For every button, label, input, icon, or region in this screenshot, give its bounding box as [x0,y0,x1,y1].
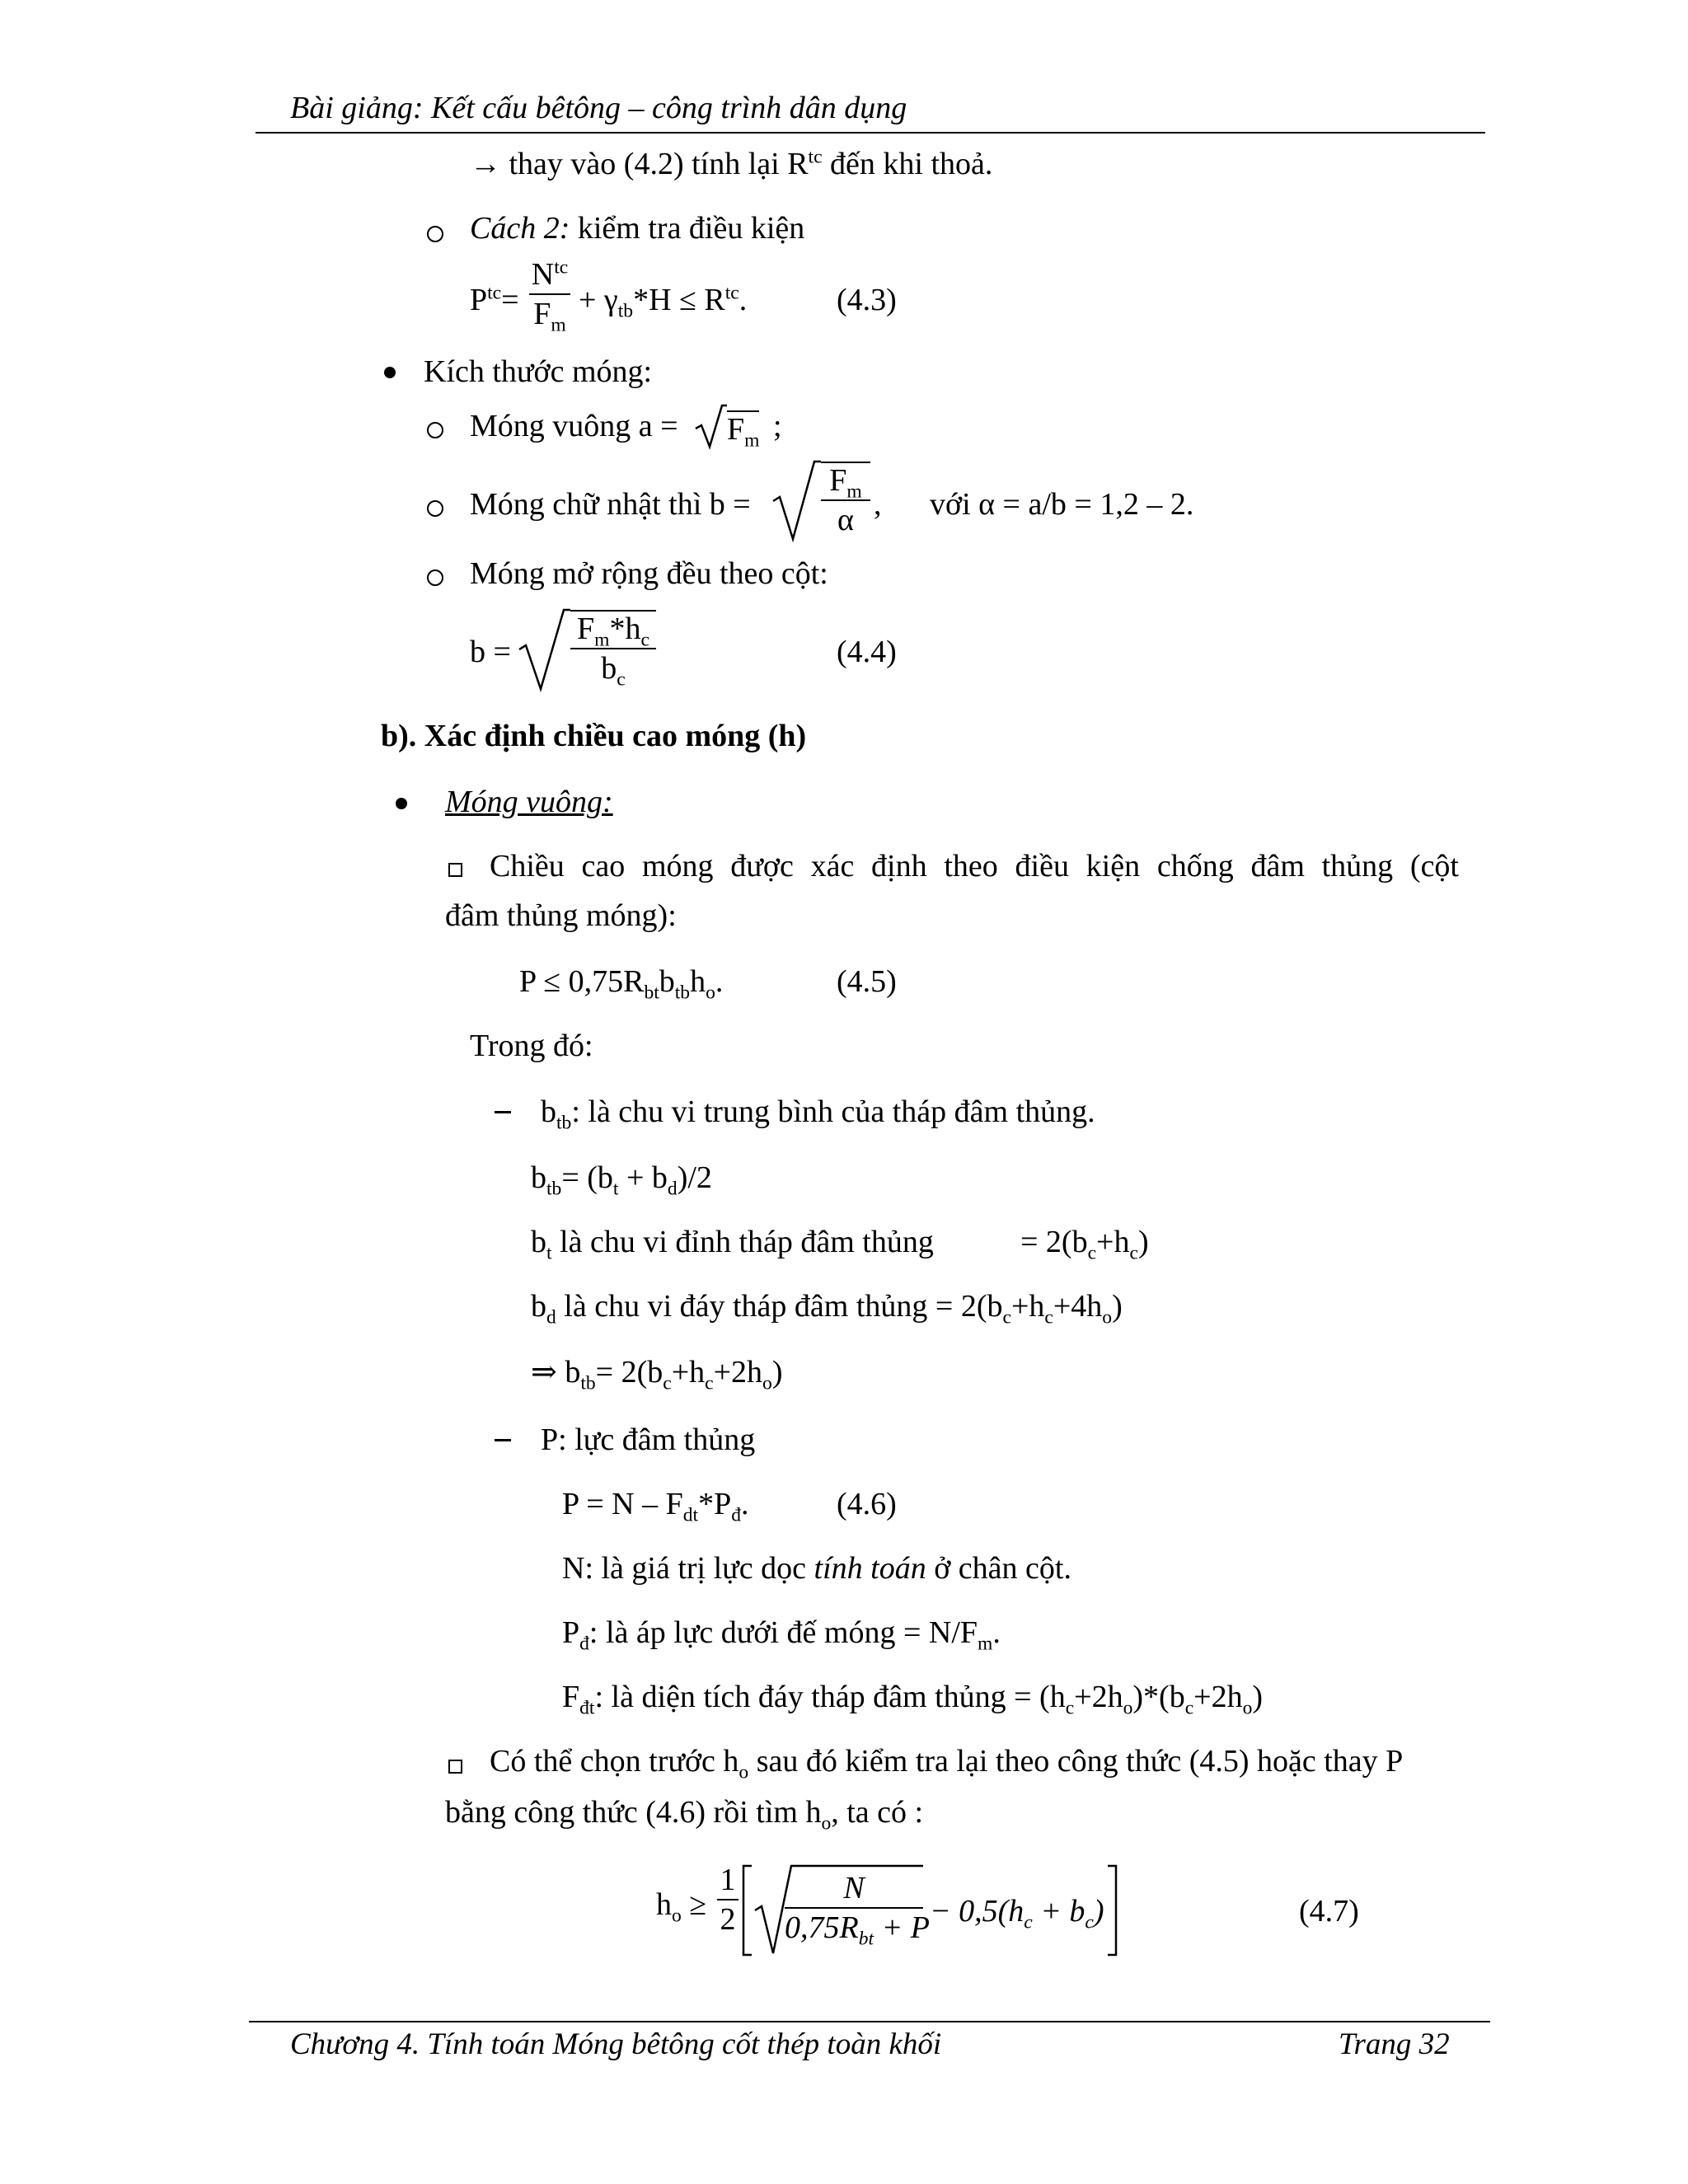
eq47-number: (4.7) [1299,1894,1359,1929]
implies-icon: ⇒ [531,1355,557,1390]
eq46: $P = N - F_{dt}*P_đ$. [562,1487,749,1526]
bullet-dot-icon [384,367,396,378]
footer-chapter: Chương 4. Tính toán Móng bêtông cốt thép toàn khối [290,2027,942,2061]
btb-definition: $b_{tb}$: là chu vi trung bình của tháp đâm thủng. [541,1094,1095,1134]
circle-bullet-icon [427,226,443,242]
eq45: $P \le 0,75R_{bt}b_{tb}h_o$. [519,964,724,1004]
n-definition: N: là giá trị lực dọc tính toán ở chân cột. [562,1551,1071,1586]
fdt-definition: $F_{đt}$: là diện tích đáy tháp đâm thủng = $(h_c+2h_o)*(b_c+2h_o)$ [562,1680,1264,1719]
paragraph-chon-truoc-line2: bằng công thức (4.6) rồi tìm $h_o$, ta có : [445,1795,924,1835]
p-definition: P: lực đâm thủng [541,1422,756,1457]
square-bullet-icon [448,1760,462,1774]
line-thay-vao: → thay vào (4.2) tính lại $R^{tc}$ đến khi thoả. [470,146,993,181]
sqrt-icon [694,404,727,450]
bd-definition: $b_d$ là chu vi đáy tháp đâm thủng = $2(b_c+h_c+4h_o)$ [531,1289,1123,1329]
footer-page-number: Trang 32 [1339,2027,1450,2061]
eq43-fraction: $N^{tc}$ $F_m$ [529,259,570,330]
trong-do: Trong đó: [470,1029,593,1063]
bt-equation: = $2(b_c+h_c)$ [1020,1225,1149,1264]
header-title: Bài giảng: Kết cấu bêtông – công trình dân dụng [290,91,907,125]
eq45-number: (4.5) [837,964,897,999]
eq44-fraction: $F_m*h_c$ $b_c$ [570,610,656,684]
bullet-dot-icon [396,798,407,809]
eq46-number: (4.6) [837,1487,897,1521]
chunhat-fraction: $F_m$ α [821,462,870,536]
eq47-lhs: $h_o$ ≥ [656,1887,707,1927]
eq47-half: 1 2 [717,1864,738,1935]
chunhat-comma: , [874,487,882,522]
pd-definition: $P_đ$: là áp lực dưới đế móng = $N/F_m$. [562,1615,1001,1655]
dash-bullet-icon [495,1111,511,1113]
eq43-number: (4.3) [837,283,897,317]
circle-bullet-icon [427,569,443,586]
mong-mo-rong-line: Móng mở rộng đều theo cột: [470,556,828,591]
footer-rule [249,2021,1490,2022]
dash-bullet-icon [495,1439,511,1441]
btb-equation: $b_{tb}= (b_t + b_d)/2$ [531,1160,712,1200]
section-b-heading: b). Xác định chiều cao móng (h) [381,719,807,753]
mong-chu-nhat-line: Móng chữ nhật thì b = [470,487,751,522]
paragraph-chieu-cao-line1: Chiều cao móng được xác định theo điều kiện chống đâm thủng (cột [490,849,1459,883]
vuong-radicand: $F_m$ [727,412,760,452]
circle-bullet-icon [427,422,443,438]
paragraph-chieu-cao-line2: đâm thủng móng): [445,898,677,933]
eq44-lhs: b = [470,635,511,669]
cach2-line: Cách 2: kiểm tra điều kiện [470,211,805,246]
square-bullet-icon [448,863,462,877]
header-rule [256,132,1485,134]
sqrt-icon [518,608,569,692]
circle-bullet-icon [427,500,443,517]
eq44-number: (4.4) [837,635,897,669]
mong-vuong-heading: Móng vuông: [445,785,613,819]
vuong-semicolon: ; [773,409,782,443]
eq43-rest: + $\gamma_{tb}*H \le R^{tc}$. [579,282,748,322]
bt-definition: $b_t$ là chu vi đỉnh tháp đâm thủng [531,1225,934,1264]
eq47-fraction: N $0,75R_{bt} + P$ [785,1871,930,1950]
btb-result: ⇒ $b_{tb}= 2(b_c+h_c+2h_o)$ [531,1355,783,1394]
paragraph-chon-truoc-line1: Có thể chọn trước $h_o$ sau đó kiểm tra lại theo công thức (4.5) hoặc thay P [490,1744,1404,1783]
chunhat-ratio: với α = a/b = 1,2 – 2. [930,487,1194,522]
kich-thuoc-heading: Kích thước móng: [424,354,653,389]
mong-vuong-line: Móng vuông a = [470,409,678,443]
sqrt-icon [771,460,818,542]
eq47-tail: − $0,5(h_c + b_c)$ [930,1894,1104,1933]
eq43-lhs: $P^{tc}=$ [470,282,519,317]
